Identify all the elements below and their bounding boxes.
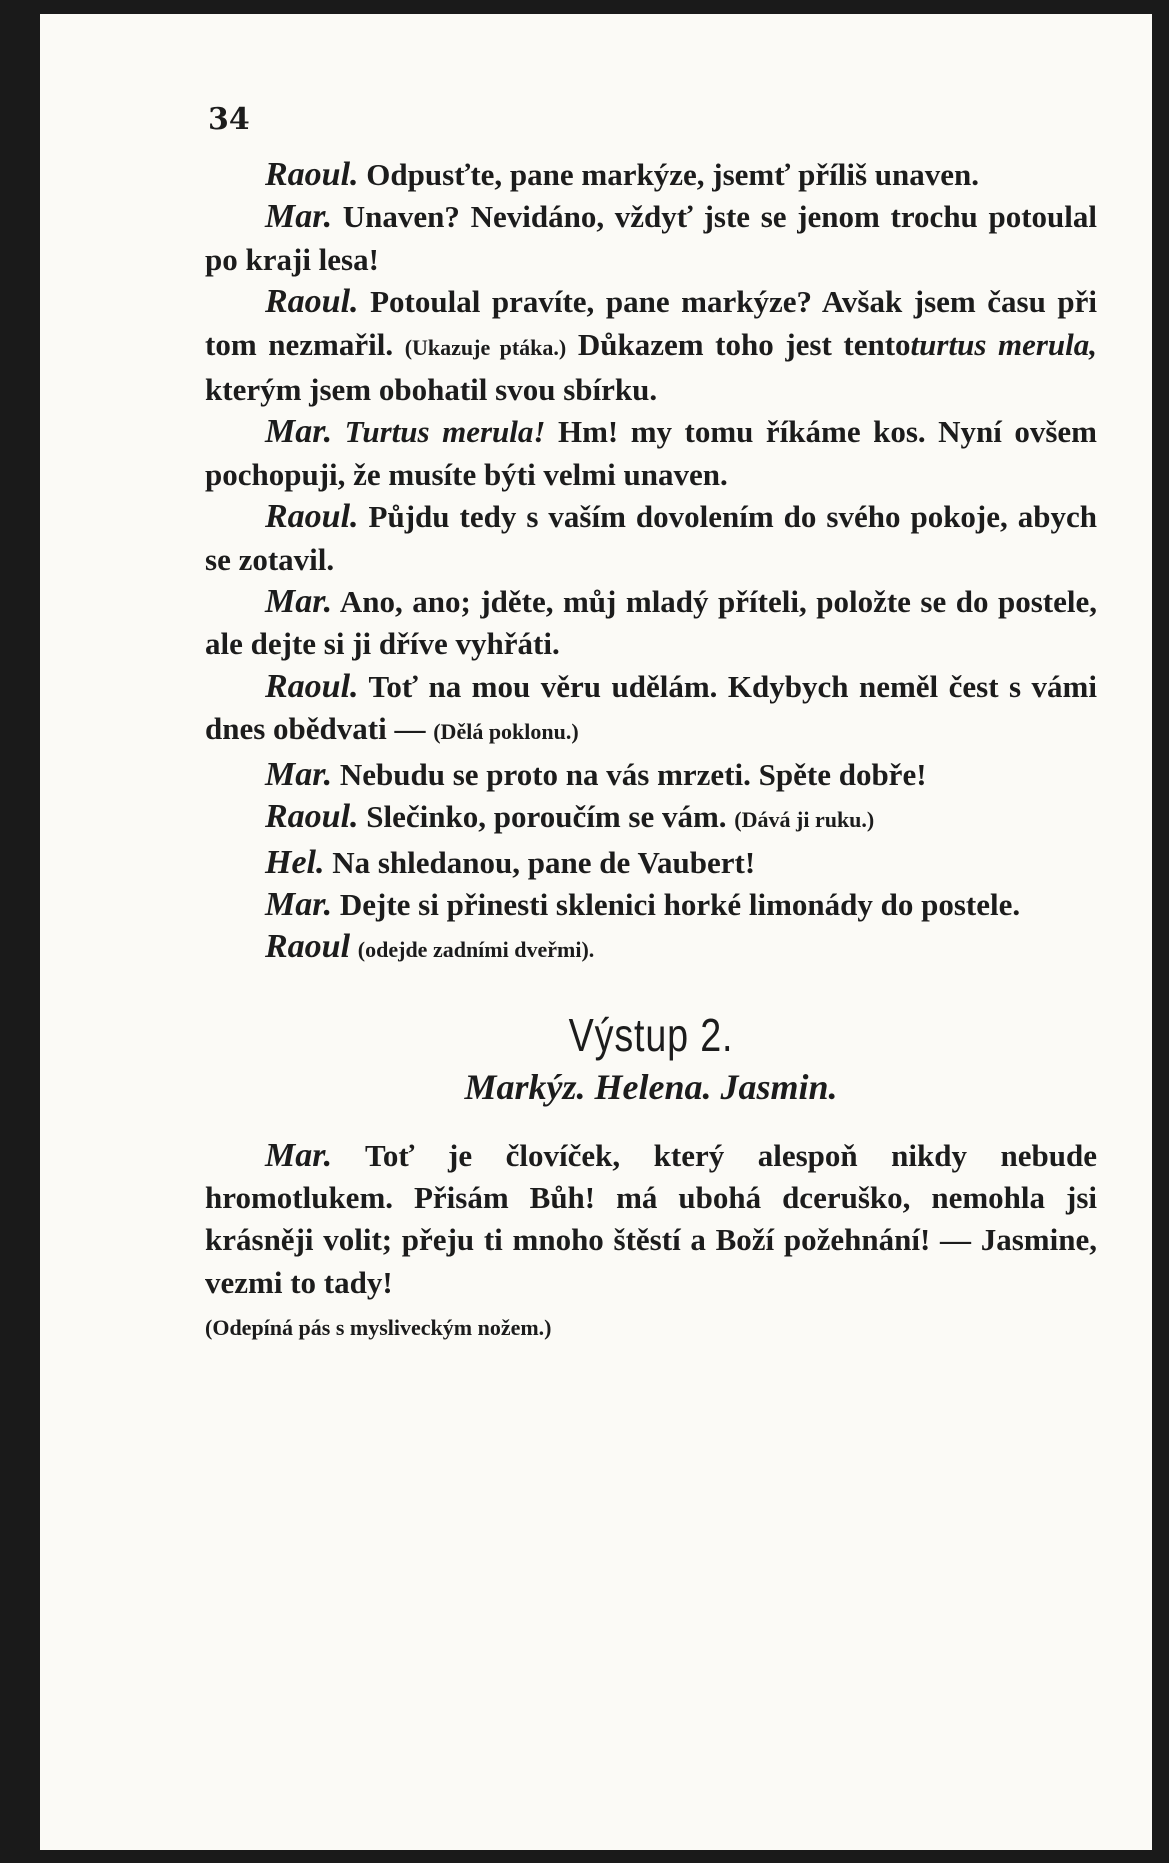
line-text: Hm! my tomu říkáme kos. Nyní ovšem pochopuji, že musíte býti velmi unaven. bbox=[205, 414, 1098, 492]
dialogue-line bbox=[205, 1135, 1097, 1305]
page-number: 34 bbox=[208, 102, 250, 137]
speaker: Raoul bbox=[265, 928, 351, 966]
dialogue-line bbox=[205, 754, 1097, 796]
line-text: Toť na mou věru udělám. Kdybych neměl čest s vámi dnes obědvati — bbox=[205, 668, 1097, 747]
scene-cast: Markýz. Helena. Jasmin. bbox=[464, 1067, 838, 1108]
speaker: Mar. bbox=[265, 1136, 333, 1174]
dialogue-line bbox=[205, 154, 1097, 196]
closing-stage-direction bbox=[205, 1304, 1097, 1349]
dialogue-line bbox=[205, 796, 1097, 841]
speaker: Raoul. bbox=[265, 798, 359, 836]
speaker: Mar. bbox=[265, 755, 333, 793]
stage-direction: (odejde zadními dveřmi). bbox=[357, 937, 595, 963]
speaker: Raoul. bbox=[265, 667, 359, 705]
latin-name: Turtus merula! bbox=[344, 414, 546, 450]
dialogue-line bbox=[205, 884, 1097, 926]
line-text: Půjdu tedy s vaším dovolením do svého pokoje, abych se zotavil. bbox=[205, 499, 1097, 577]
dialogue-line bbox=[205, 281, 1097, 411]
speaker: Hel. bbox=[265, 843, 325, 881]
line-text: Odpusťte, pane markýze, jsemť příliš unaven. bbox=[366, 157, 980, 192]
dialogue-line bbox=[205, 581, 1097, 666]
line-text: Důkazem toho jest tento bbox=[577, 326, 911, 362]
page-text bbox=[205, 154, 1097, 1350]
book-page bbox=[40, 14, 1152, 1850]
line-text: Toť je človíček, který alespoň nikdy nebude hromotlukem. Přisám Bůh! má ubohá dceruško, nemohla jsi krásněji volit; přeju ti mnoho štěstí a Boží požehnání! — Jasmine, vezmi to tady! bbox=[205, 1137, 1097, 1300]
dialogue-line bbox=[205, 926, 1097, 971]
line-text: Potoulal pravíte, pane markýze? Avšak jsem času při tom nezmařil. bbox=[205, 284, 1097, 362]
line-text: Slečinko, poroučím se vám. bbox=[366, 799, 727, 835]
line-text: Unaven? Nevidáno, vždyť jste se jenom trochu potoulal po kraji lesa! bbox=[205, 199, 1098, 277]
speaker: Raoul. bbox=[265, 156, 359, 193]
stage-direction: (Odepíná pás s mysliveckým nožem.) bbox=[205, 1315, 552, 1341]
line-text: Dejte si přinesti sklenici horké limonády do postele. bbox=[339, 886, 1021, 922]
latin-name: turtus merula, bbox=[910, 326, 1098, 362]
speaker: Mar. bbox=[265, 583, 333, 621]
dialogue-line bbox=[205, 496, 1097, 581]
line-text: Ano, ano; jděte, můj mladý příteli, položte se do postele, ale dejte si ji dříve vyhřáti. bbox=[205, 584, 1097, 662]
speaker: Raoul. bbox=[265, 283, 359, 321]
dialogue-line bbox=[205, 411, 1097, 496]
line-text: Nebudu se proto na vás mrzeti. Spěte dobře! bbox=[339, 756, 927, 792]
dialogue-line bbox=[205, 666, 1097, 754]
line-text: kterým jsem obohatil svou sbírku. bbox=[205, 372, 658, 408]
line-text: Na shledanou, pane de Vaubert! bbox=[332, 844, 756, 880]
speaker: Mar. bbox=[265, 198, 333, 236]
stage-direction: (Dává ji ruku.) bbox=[734, 807, 875, 833]
speaker: Raoul. bbox=[265, 498, 359, 536]
speaker: Mar. bbox=[265, 413, 333, 451]
stage-direction: (Dělá poklonu.) bbox=[433, 719, 579, 745]
dialogue-line bbox=[205, 196, 1097, 281]
scene-heading: Výstup 2. bbox=[568, 1008, 734, 1061]
speaker: Mar. bbox=[265, 885, 333, 923]
dialogue-line bbox=[205, 842, 1097, 884]
stage-direction: (Ukazuje ptáka.) bbox=[404, 334, 567, 360]
